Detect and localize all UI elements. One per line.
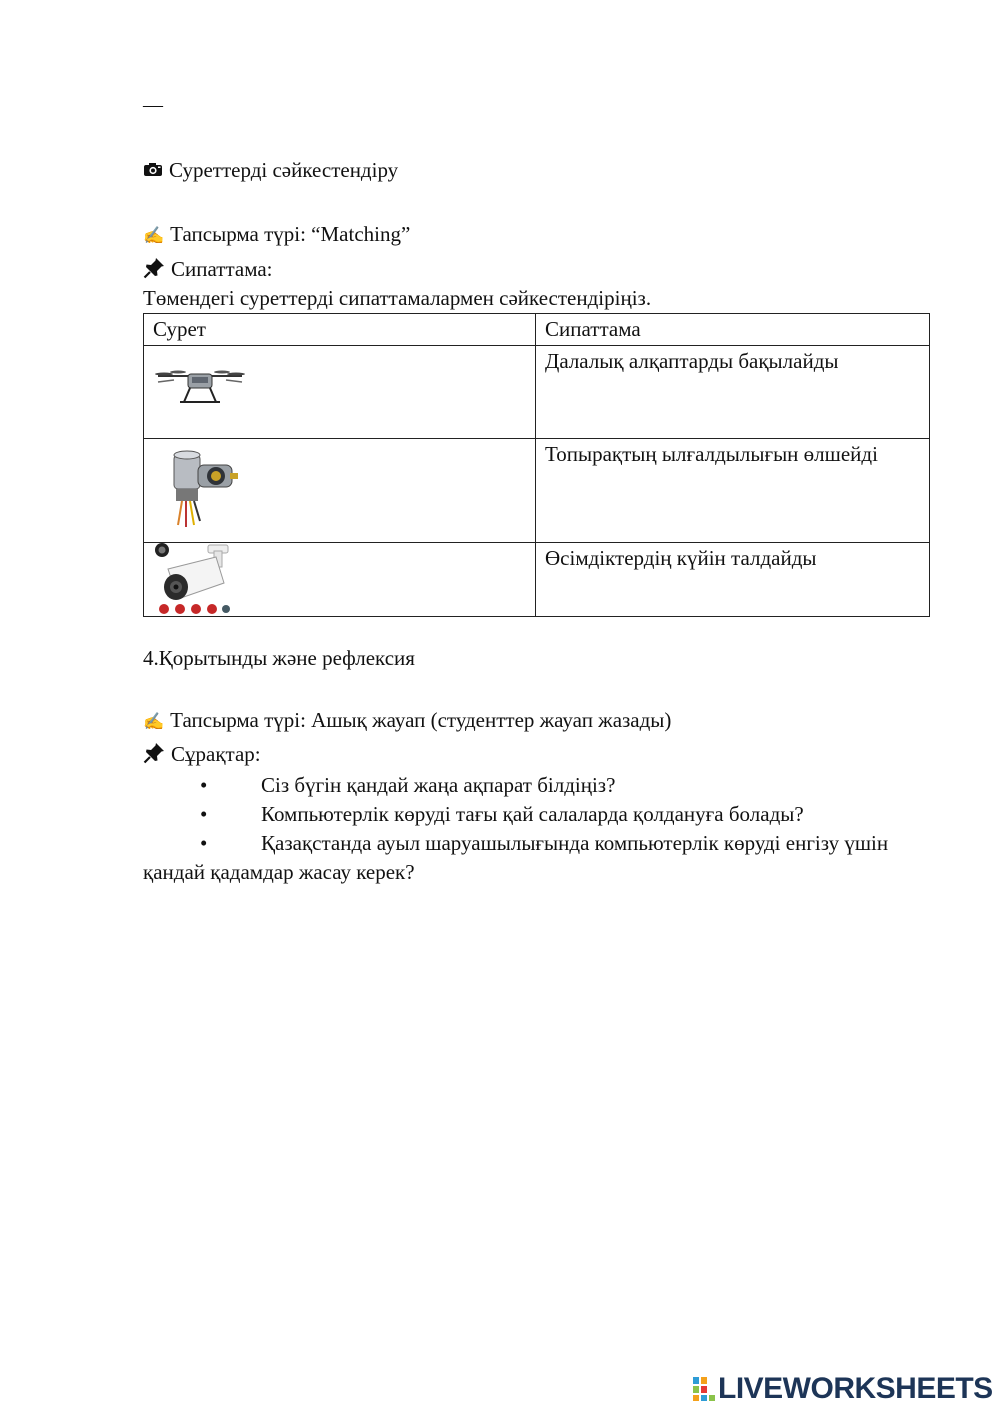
matching-table bbox=[143, 313, 930, 617]
soil-sensor-image[interactable] bbox=[156, 443, 256, 533]
table-header-image: Сурет bbox=[144, 314, 536, 346]
task-type-text: Тапсырма түрі: “Matching” bbox=[170, 222, 411, 246]
description-line bbox=[143, 257, 273, 281]
writing-hand-icon: ✍ bbox=[143, 712, 165, 731]
question-text: Компьютерлік көруді тағы қай салаларда қолдануға болады? bbox=[261, 802, 804, 826]
description-label: Сипаттама: bbox=[171, 257, 273, 281]
security-camera-image[interactable] bbox=[150, 543, 234, 615]
section-heading bbox=[143, 159, 398, 182]
table-row bbox=[144, 543, 930, 617]
table-row bbox=[144, 346, 930, 439]
task-type-text: Тапсырма түрі: Ашық жауап (студенттер жауап жазады) bbox=[170, 708, 672, 732]
question-text: Қазақстанда ауыл шаруашылығында компьютерлік көруді енгізу үшін қандай қадамдар жасау керек? bbox=[143, 831, 889, 884]
drone-image[interactable] bbox=[154, 368, 246, 410]
camera-icon bbox=[143, 162, 163, 177]
table-header-description: Сипаттама bbox=[536, 314, 930, 346]
bullet: • bbox=[200, 831, 208, 855]
instruction-text: Төмендегі суреттерді сипаттамалармен сәйкестендіріңіз. bbox=[143, 286, 652, 310]
brand-name: LIVEWORKSHEETS bbox=[718, 1372, 993, 1405]
description-cell: Топырақтың ылғалдылығын өлшейді bbox=[536, 439, 930, 543]
bullet: • bbox=[200, 773, 208, 797]
writing-hand-icon: ✍ bbox=[143, 226, 165, 245]
liveworksheets-logo-icon bbox=[692, 1376, 716, 1402]
task-type-line bbox=[143, 709, 671, 732]
list-item bbox=[143, 771, 933, 800]
pushpin-icon bbox=[143, 742, 165, 764]
image-cell[interactable] bbox=[144, 543, 536, 617]
section-4-title: 4.Қорытынды және рефлексия bbox=[143, 646, 415, 670]
list-item bbox=[143, 800, 933, 829]
description-cell: Далалық алқаптарды бақылайды bbox=[536, 346, 930, 439]
heading-text: Суреттерді сәйкестендіру bbox=[169, 158, 399, 182]
image-cell[interactable] bbox=[144, 346, 536, 439]
liveworksheets-logo bbox=[692, 1372, 993, 1406]
question-text: Сіз бүгін қандай жаңа ақпарат білдіңіз? bbox=[261, 773, 616, 797]
separator-dash: — bbox=[143, 94, 163, 116]
description-cell: Өсімдіктердің күйін талдайды bbox=[536, 543, 930, 617]
bullet: • bbox=[200, 802, 208, 826]
table-row bbox=[144, 439, 930, 543]
questions-label: Сұрақтар: bbox=[171, 742, 261, 766]
task-type-line bbox=[143, 223, 410, 246]
questions-line bbox=[143, 742, 261, 766]
pushpin-icon bbox=[143, 257, 165, 279]
image-cell[interactable] bbox=[144, 439, 536, 543]
list-item bbox=[143, 829, 933, 887]
